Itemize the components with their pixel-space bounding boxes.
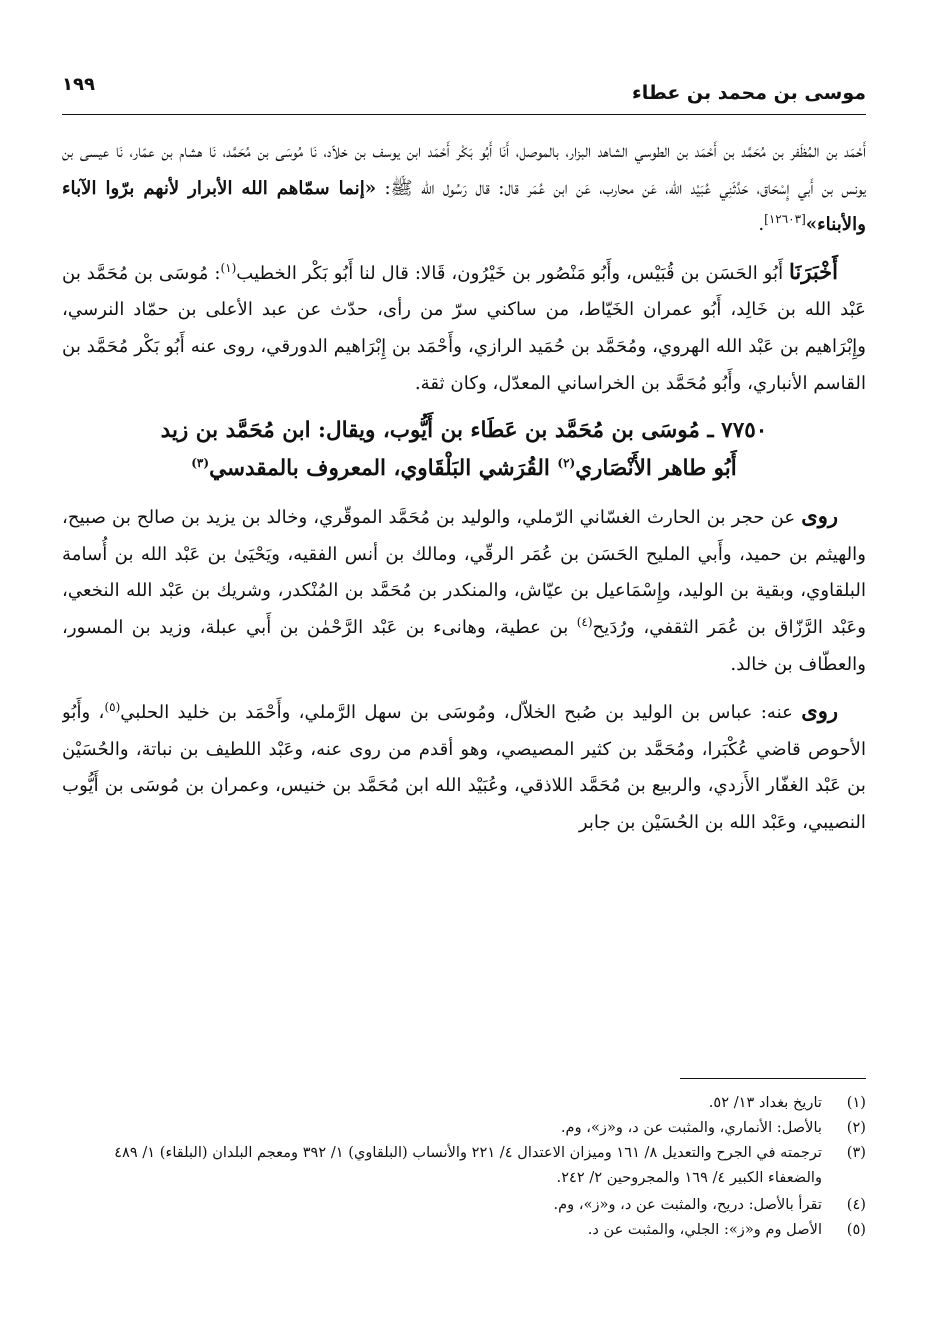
page-header [62, 70, 866, 110]
paragraph-text: : مُوسَى بن مُحَمَّد بن عَبْد الله بن خَالِد، أَبُو عمران الخَيّاط، من ساكني سرّ من رأى، حدّث عن عبد الأعلى بن حمّاد النرسي، وإِبْرَاهيم بن عَبْد الله الهروي، ومُحَمَّد بن حُمَيد الرازي، وأَحْمَد بن إِبْرَاهيم الدورقي، روى عنه أَبُو بَكْر مُحَمَّد بن القاسم الأنباري، وأَبُو مُحَمَّد بن الخراساني المعدّل، وكان ثقة. [62, 262, 866, 394]
lead-word: أَخْبَرَنَا [789, 258, 838, 284]
footnote-ref-5: (٥) [104, 700, 121, 715]
footnote-text: تاريخ بغداد ١٣/ ٥٢. [708, 1094, 822, 1111]
footnote-item [62, 1090, 866, 1115]
footnote-ref-2: (٢) [557, 456, 576, 470]
footnote-text: بالأصل: الأنماري، والمثبت عن د، و«ز»، وم. [560, 1119, 822, 1136]
footnote-rule [680, 1078, 866, 1079]
footnote-ref-1: (١) [220, 260, 237, 275]
paragraph-text: أَبُو الحَسَن بن قُبَيْس، وأَبُو مَنْصُور بن خَيْرُون، قَالا: قال لنا أَبُو بَكْر الخطيب [236, 262, 790, 284]
main-text [62, 134, 866, 1042]
footnote-number: (٣) [846, 1144, 866, 1161]
entry-heading-line-2 [62, 450, 866, 488]
footnote-text: الأصل وم و«ز»: الجلي، والمثبت عن د. [587, 1221, 822, 1238]
footnote-number: (٢) [846, 1119, 866, 1136]
footnotes [62, 1090, 866, 1242]
footnote-number: (٤) [846, 1196, 866, 1213]
heading-text: أَبُو طاهر الأَنْصَاري [575, 456, 737, 482]
paragraph-text: عنه: عباس بن الوليد بن صُبح الخلاّل، ومُوسَى بن سهل الرَّملي، وأَحْمَد بن خليد الحلبي [120, 702, 802, 724]
footnote-text: ترجمته في الجرح والتعديل ٨/ ١٦١ وميزان الاعتدال ٤/ ٢٢١ والأنساب (البلقاوي) ١/ ٣٩٢ ومعجم البلدان (البلقاء) ١/ ٤٨٩ والضعفاء الكبير ٤/ ١٦٩ والمجروحين ٢/ ٢٤٢. [114, 1144, 822, 1186]
entry-heading-line-1: ٧٧٥٠ ـ مُوسَى بن مُحَمَّد بن عَطَاء بن أَيُّوب، ويقال: ابن مُحَمَّد بن زيد [160, 418, 768, 444]
footnote-item [62, 1192, 866, 1217]
footnote-item [62, 1115, 866, 1140]
running-title: موسى بن محمد بن عطاء [631, 82, 866, 104]
footnote-item [62, 1140, 866, 1190]
page-number: ١٩٩ [62, 74, 95, 95]
hadith-text: «إنما سمّاهم الله الأبرار لأنهم برّوا الآباء والأبناء» [62, 177, 866, 236]
footnote-ref-4: (٤) [576, 614, 593, 629]
paragraph-isnad-hadith [62, 134, 866, 244]
footnote-item [62, 1217, 866, 1242]
paragraph-text: ، وأَبُو الأحوص قاضي عُكْبَرا، ومُحَمَّد بن كثير المصيصي، وهو أقدم من روى عنه، وعَبْد اللطيف بن نباتة، والحُسَيْن بن عَبْد الغفّار الأَزدي، والربيع بن مُحَمَّد اللاذقي، وعُبَيْد الله ابن مُحَمَّد بن خنيس، وعمران بن مُوسَى بن أَيُّوب النصيبي، وعَبْد الله بن الحُسَيْن بن جابر [62, 702, 866, 833]
paragraph-end: . [758, 214, 765, 236]
header-rule [62, 114, 866, 115]
footnote-number: (٥) [846, 1221, 866, 1238]
lead-word: روى [801, 503, 838, 529]
footnote-ref-3: (٣) [191, 456, 210, 470]
hadith-reference-number: [١٢٦٠٣] [764, 212, 806, 227]
heading-text: القُرَشي البَلْقَاوي، المعروف بالمقدسي [209, 456, 558, 482]
footnote-number: (١) [846, 1094, 866, 1111]
lead-word: روى [801, 698, 838, 724]
paragraph-khatib [62, 254, 866, 402]
paragraph-students [62, 693, 866, 841]
paragraph-teachers [62, 498, 866, 683]
paragraph-text: بن عطية، وهانىء بن عَبْد الرَّحْمٰن بن أَبي عبلة، وزيد بن المسور، والعطّاف بن خالد. [62, 616, 866, 675]
footnote-text: تقرأ بالأصل: دريح، والمثبت عن د، و«ز»، وم. [553, 1196, 822, 1213]
entry-heading [62, 412, 866, 488]
paragraph-text: عن حجر بن الحارث الغسّاني الرّملي، والوليد بن مُحَمَّد الموقّري، وخالد بن يزيد بن صالح بن صبيح، والهيثم بن حميد، وأَبي المليح الحَسَن بن عُمَر الرقّي، ومالك بن أنس الفقيه، ويَحْيَىٰ بن عَبْد الله بن أُسامة البلقاوي، وبقية بن الوليد، وإِسْمَاعيل بن عيّاش، والمنكدر بن مُحَمَّد بن المُنْكدر، وشريك بن عَبْد الله النخعي، وعَبْد الرَّزّاق بن عُمَر الثقفي، ورُدَيح [62, 507, 866, 638]
paragraph-text: أَحْمَد بن المُظَفر بن مُحَمَّد بن أَحْمَد بن الطوسي الشاهد البزار، بالموصل، أَنَا أَبُو بَكْر أَحْمَد ابن يوسف بن خلاّد، نَا مُوسَى بن مُحَمَّد، نَا هشام بن عمّار، نَا عيسى بن يونس بن أَبي إِسْحَاق، حَدَّثَنِي عُبَيْد الله، عَن محارب، عَن ابن عُمَر قال: قال رَسُول الله ﷺ: [62, 141, 866, 199]
